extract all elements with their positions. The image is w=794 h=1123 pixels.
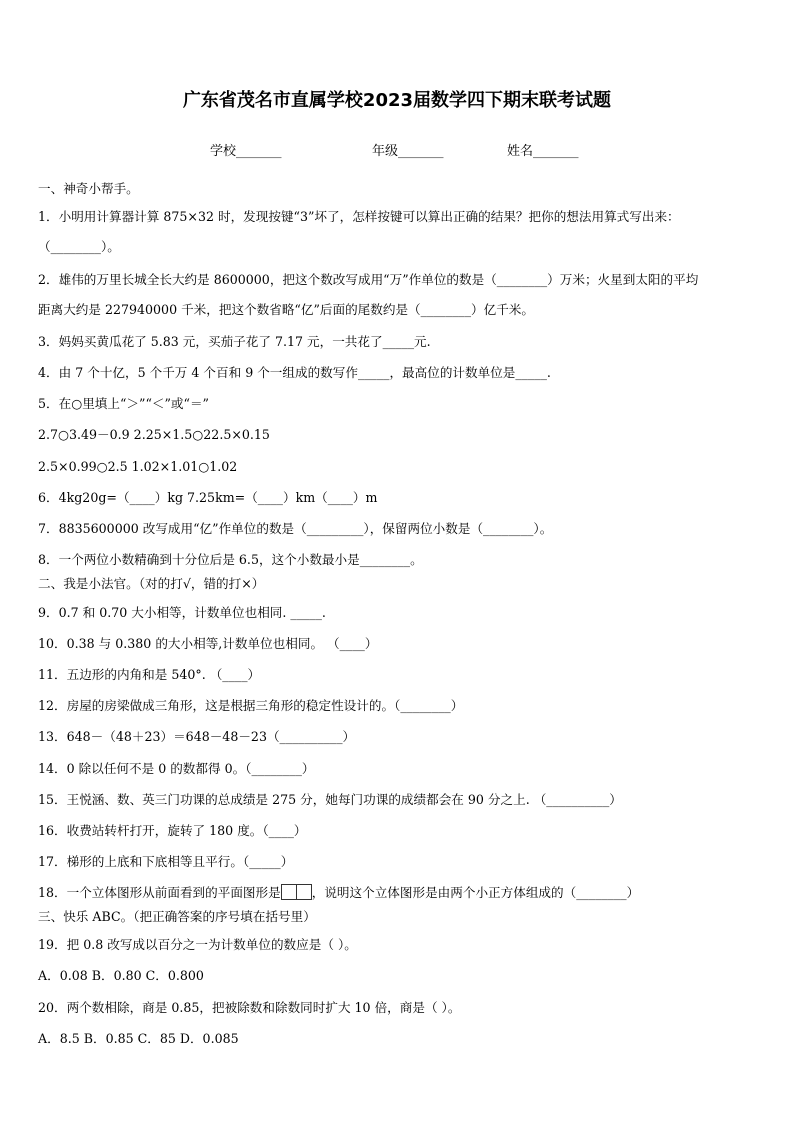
question-2-line-2: 距离大约是 227940000 千米，把这个数省略“亿”后面的尾数约是（________）亿千米。 [38,302,534,317]
question-5: 5．在○里填上“＞”“＜”或“＝” [38,396,209,411]
name-field: 姓名_______ [507,144,579,159]
question-16: 16．收费站转杆打开，旋转了 180 度。（____） [38,823,307,838]
two-cube-front-view-icon [281,885,312,900]
question-1-answer: （________）。 [38,239,120,254]
section-3-heading: 三、快乐 ABC。（把正确答案的序号填在括号里） [38,909,316,924]
question-1: 1．小明用计算器计算 875×32 时，发现按键“3”坏了，怎样按键可以算出正确的结果？把你的想法用算式写出来： [38,209,680,224]
question-4: 4．由 7 个十亿，5 个千万 4 个百和 9 个一组成的数写作_____，最高位的计数单位是_____. [38,365,551,380]
question-15: 15．王悦涵、数、英三门功课的总成绩是 275 分，她每门功课的成绩都会在 90 分之上. （__________） [38,792,622,807]
question-19-options: A．0.08 B．0.80 C．0.800 [38,968,204,983]
section-1-heading: 一、神奇小帮手。 [38,181,139,196]
question-10: 10．0.38 与 0.380 的大小相等,计数单位也相同。 （____） [38,636,378,651]
question-20-options: A．8.5 B．0.85 C．85 D．0.085 [38,1031,239,1046]
question-17: 17．梯形的上底和下底相等且平行。（_____） [38,854,294,869]
question-18-text-a: 18．一个立体图形从前面看到的平面图形是 [38,885,281,900]
question-5-row-1: 2.7○3.49－0.9 2.25×1.5○22.5×0.15 [38,427,270,442]
page-title: 广东省茂名市直属学校2023届数学四下期末联考试题 [182,90,612,111]
question-8: 8．一个两位小数精确到十分位后是 6.5，这个小数最小是________。 [38,552,423,567]
question-20: 20．两个数相除，商是 0.85，把被除数和除数同时扩大 10 倍，商是（ ）。 [38,1000,461,1015]
question-3: 3．妈妈买黄瓜花了 5.83 元，买茄子花了 7.17 元，一共花了_____元. [38,334,431,349]
section-2-heading: 二、我是小法官。（对的打√，错的打×） [38,576,265,591]
question-19: 19．把 0.8 改写成以百分之一为计数单位的数应是（ ）。 [38,937,357,952]
question-6: 6．4kg20g=（____）kg 7.25km=（____）km（____）m [38,490,378,505]
question-7: 7．8835600000 改写成用“亿”作单位的数是（_________），保留两位小数是（________）。 [38,521,553,536]
grade-field: 年级_______ [372,144,444,159]
question-13: 13．648－（48＋23）＝648－48－23（__________） [38,729,356,744]
question-14: 14．0 除以任何不是 0 的数都得 0。（________） [38,761,315,776]
question-11: 11．五边形的内角和是 540°. （____） [38,667,261,682]
question-9: 9．0.7 和 0.70 大小相等，计数单位也相同. _____. [38,605,326,620]
question-5-row-2: 2.5×0.99○2.5 1.02×1.01○1.02 [38,459,238,474]
question-18 [38,884,639,902]
question-18-text-b: ，说明这个立体图形是由两个小正方体组成的（________） [311,885,640,900]
question-12: 12．房屋的房梁做成三角形，这是根据三角形的稳定性设计的。（________） [38,698,464,713]
school-field: 学校_______ [210,144,282,159]
question-2-line-1: 2．雄伟的万里长城全长大约是 8600000，把这个数改写成用“万”作单位的数是（________）万米；火星到太阳的平均 [38,272,699,287]
